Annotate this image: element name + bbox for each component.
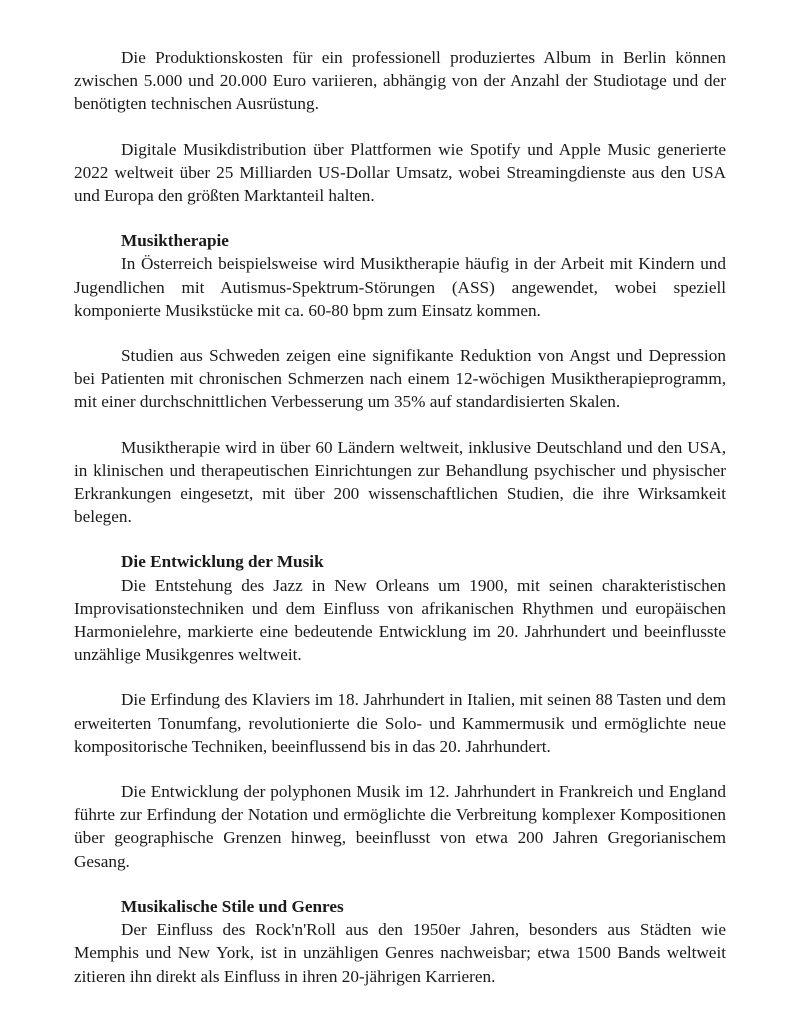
section-paragraph: Die Entwicklung der polyphonen Musik im 12. Jahrhundert in Frankreich und England führte zur Erfindung der Notation und ermöglichte die Verbreitung komplexer Kompositionen über geographische Grenzen hinweg, beeinflusst von etwa 200 Jahren Gregorianischem Gesang. xyxy=(74,782,726,871)
section-heading: Musiktherapie xyxy=(121,231,229,251)
section-stile-und-genres xyxy=(74,895,726,988)
section-paragraph: Studien aus Schweden zeigen eine signifikante Reduktion von Angst und Depression bei Patienten mit chronischen Schmerzen nach einem 12-wöchigen Musiktherapieprogramm, mit einer durchschnittlichen Verbesserung um 35% auf standardisierten Skalen. xyxy=(74,346,726,412)
section-heading: Musikalische Stile und Genres xyxy=(121,896,344,916)
intro-paragraph-2: Digitale Musikdistribution über Plattformen wie Spotify und Apple Music generierte 2022 weltweit über 25 Milliarden US-Dollar Umsatz, wobei Streamingdienste aus den USA und Europa den größten Marktanteil halten. xyxy=(74,139,726,206)
intro-paragraph-1: Die Produktionskosten für ein professionell produziertes Album in Berlin können zwischen 5.000 und 20.000 Euro variieren, abhängig von der Anzahl der Studiotage und der benötigten technischen Ausrüstung. xyxy=(74,48,726,114)
section-musiktherapie xyxy=(74,229,726,528)
section-paragraph: Die Erfindung des Klaviers im 18. Jahrhundert in Italien, mit seinen 88 Tasten und dem erweiterten Tonumfang, revolutionierte die Solo- und Kammermusik und ermöglichte neue kompositorische Techniken, beeinflussend bis in das 20. Jahrhundert. xyxy=(74,690,726,756)
section-heading: Die Entwicklung der Musik xyxy=(121,552,324,572)
section-paragraph: Musiktherapie wird in über 60 Ländern weltweit, inklusive Deutschland und den USA, in klinischen und therapeutischen Einrichtungen zur Behandlung psychischer und physischer Erkrankungen eingesetzt, mit über 200 wissenschaftlichen Studien, die ihre Wirksamkeit belegen. xyxy=(74,437,726,527)
section-entwicklung-der-musik xyxy=(74,550,726,872)
section-paragraph: Der Einfluss des Rock'n'Roll aus den 1950er Jahren, besonders aus Städten wie Memphis und New York, ist in unzähligen Genres nachweisbar; etwa 1500 Bands weltweit zitieren ihn direkt als Einfluss in ihren 20-jährigen Karrieren. xyxy=(74,920,726,986)
section-paragraph: Die Entstehung des Jazz in New Orleans um 1900, mit seinen charakteristischen Improvisationstechniken und dem Einfluss von afrikanischen Rhythmen und europäischen Harmonielehre, markierte eine bedeutende Entwicklung im 20. Jahrhundert und beeinflusste unzählige Musikgenres weltweit. xyxy=(74,575,726,665)
section-paragraph: In Österreich beispielsweise wird Musiktherapie häufig in der Arbeit mit Kindern und Jugendlichen mit Autismus-Spektrum-Störungen (ASS) angewendet, wobei speziell komponierte Musikstücke mit ca. 60-80 bpm zum Einsatz kommen. xyxy=(74,254,726,320)
document-page xyxy=(74,46,726,1010)
